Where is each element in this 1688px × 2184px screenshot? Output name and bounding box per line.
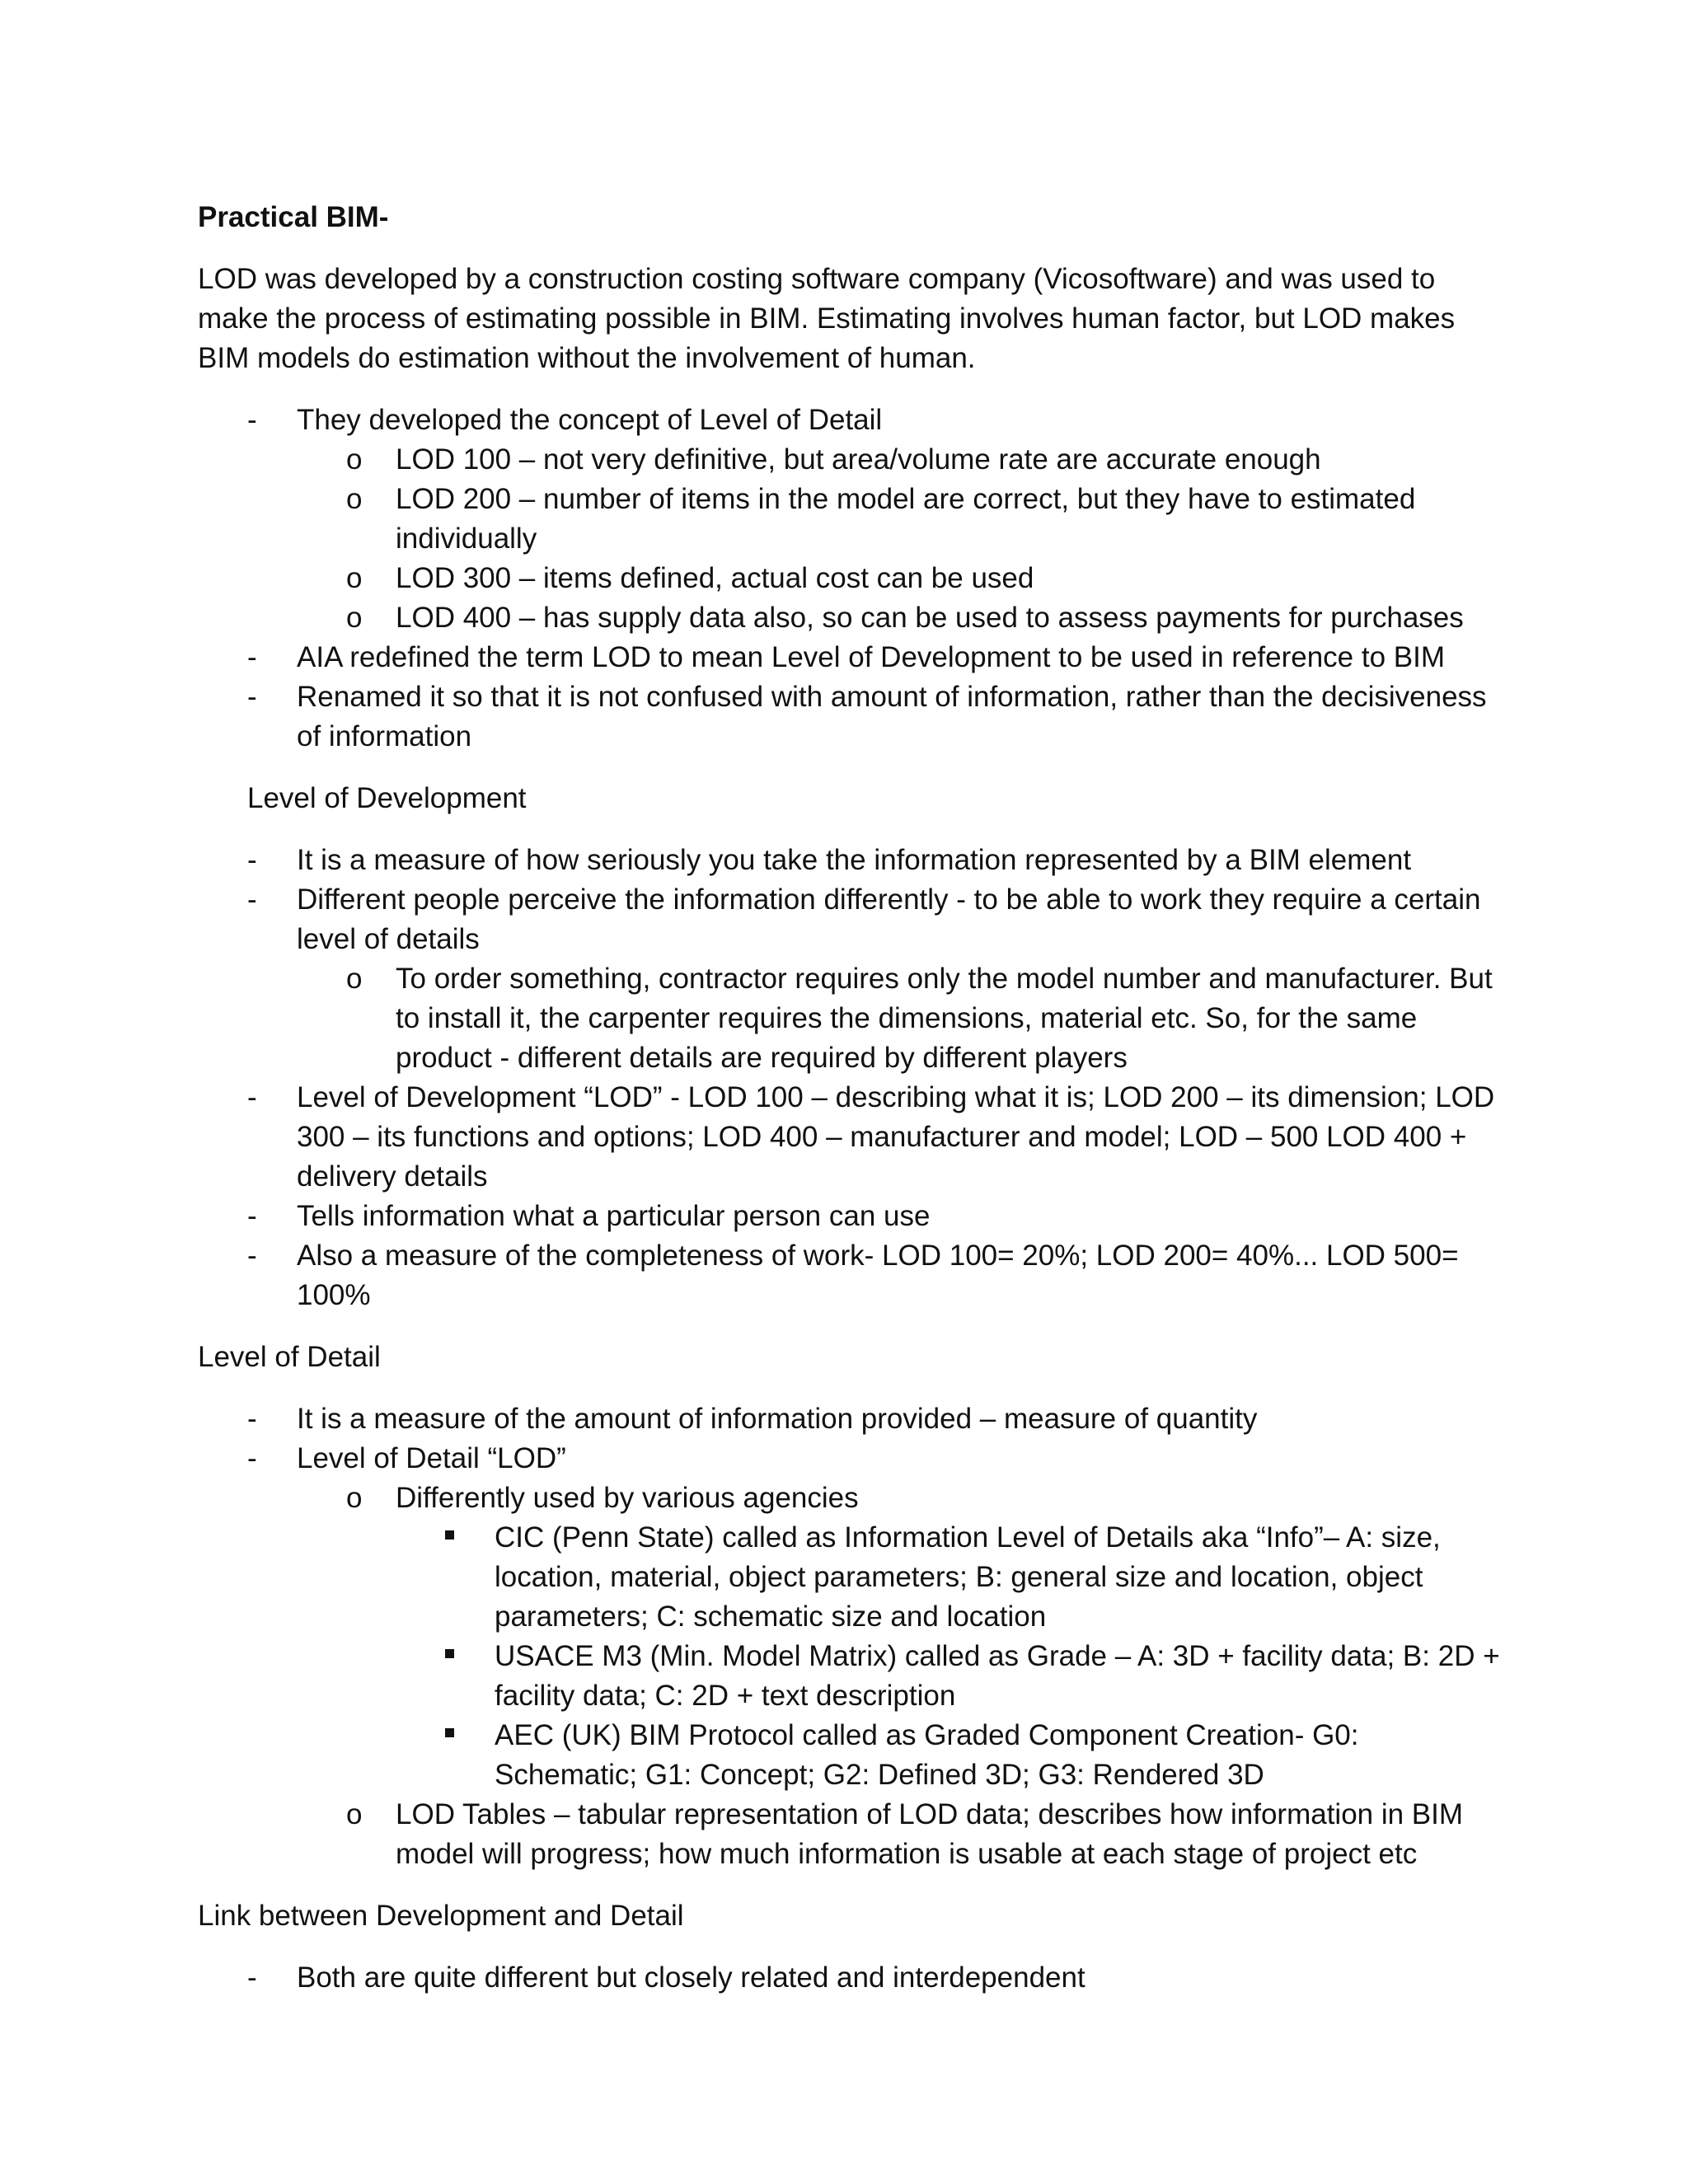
lod-origin-list	[198, 401, 1508, 757]
document-body	[198, 198, 1508, 2020]
circle-marker: o	[346, 483, 363, 515]
sub-list-item-text: LOD 400 – has supply data also, so can be used to assess payments for purchases	[396, 602, 1464, 634]
sub-list-item-text: LOD Tables – tabular representation of LOD data; describes how information in BIM model will progress; how much information is usable at each stage of project etc	[396, 1798, 1464, 1870]
list-item-text: Renamed it so that it is not confused with amount of information, rather than the decisiveness of information	[297, 681, 1487, 752]
intro-paragraph: LOD was developed by a construction costing software company (Vicosoftware) and was used to make the process of estimating possible in BIM. Estimating involves human factor, but LOD makes BIM models do estimation without the involvement of human.	[198, 263, 1456, 374]
list-item-text: Different people perceive the information differently - to be able to work they require a certain level of details	[297, 883, 1481, 955]
sub-list-item-text: LOD 100 – not very definitive, but area/volume rate are accurate enough	[396, 443, 1321, 476]
development-list	[198, 841, 1508, 1315]
agency-item-text: AEC (UK) BIM Protocol called as Graded Component Creation- G0: Schematic; G1: Concept; G2: Defined 3D; G3: Rendered 3D	[495, 1719, 1359, 1791]
dash-marker: -	[247, 1081, 257, 1113]
list-item	[198, 841, 1508, 880]
list-item	[198, 1197, 1508, 1236]
dash-marker: -	[247, 1442, 257, 1474]
circle-marker: o	[346, 1798, 363, 1830]
detail-sublist	[297, 1479, 1508, 1874]
sub-list-item	[297, 559, 1508, 598]
square-bullet-icon	[445, 1649, 454, 1658]
list-item-text: They developed the concept of Level of Detail	[297, 404, 883, 436]
sub-list-item-text: LOD 300 – items defined, actual cost can be used	[396, 562, 1034, 594]
dash-marker: -	[247, 844, 257, 876]
list-item-text: AIA redefined the term LOD to mean Level of Development to be used in reference to BIM	[297, 641, 1445, 673]
list-item-text: Tells information what a particular person can use	[297, 1200, 931, 1232]
dash-marker: -	[247, 1200, 257, 1232]
dash-marker: -	[247, 1961, 257, 1994]
circle-marker: o	[346, 1482, 363, 1514]
list-item-text: Both are quite different but closely related and interdependent	[297, 1961, 1085, 1994]
link-heading: Link between Development and Detail	[198, 1900, 684, 1932]
level-of-development-heading: Level of Development	[247, 782, 527, 814]
dash-marker: -	[247, 1403, 257, 1435]
agencies-list	[396, 1518, 1508, 1795]
document-title: Practical BIM-	[198, 201, 389, 233]
list-item	[198, 638, 1508, 677]
circle-marker: o	[346, 963, 363, 995]
sub-list-item	[297, 1479, 1508, 1795]
sub-list-item	[297, 959, 1508, 1078]
sub-list-item	[297, 440, 1508, 480]
circle-marker: o	[346, 602, 363, 634]
list-item-text: Level of Detail “LOD”	[297, 1442, 566, 1474]
dash-marker: -	[247, 641, 257, 673]
sub-list-item-text: LOD 200 – number of items in the model are correct, but they have to estimated individually	[396, 483, 1416, 555]
square-bullet-icon	[445, 1530, 454, 1540]
dash-marker: -	[247, 883, 257, 916]
list-item-text: It is a measure of how seriously you take the information represented by a BIM element	[297, 844, 1412, 876]
list-item	[198, 1439, 1508, 1874]
dash-marker: -	[247, 681, 257, 713]
circle-marker: o	[346, 562, 363, 594]
list-item	[198, 401, 1508, 638]
sub-list-item	[297, 1795, 1508, 1874]
sub-list-item-text: Differently used by various agencies	[396, 1482, 859, 1514]
lod-levels-sublist	[297, 440, 1508, 638]
agency-item-text: USACE M3 (Min. Model Matrix) called as Grade – A: 3D + facility data; B: 2D + facility data; C: 2D + text description	[495, 1640, 1500, 1712]
dash-marker: -	[247, 1240, 257, 1272]
list-item-text: Also a measure of the completeness of work- LOD 100= 20%; LOD 200= 40%... LOD 500= 100%	[297, 1240, 1459, 1311]
list-item-text: It is a measure of the amount of information provided – measure of quantity	[297, 1403, 1258, 1435]
list-item	[198, 677, 1508, 757]
list-item	[198, 880, 1508, 1078]
level-of-detail-heading: Level of Detail	[198, 1341, 381, 1373]
development-sublist	[297, 959, 1508, 1078]
detail-list	[198, 1399, 1508, 1874]
agency-item	[396, 1518, 1508, 1637]
circle-marker: o	[346, 443, 363, 476]
list-item	[198, 1236, 1508, 1315]
list-item-text: Level of Development “LOD” - LOD 100 – describing what it is; LOD 200 – its dimension; LOD 300 – its functions and options; LOD 400 – manufacturer and model; LOD – 500 LOD 400 + delivery details	[297, 1081, 1495, 1193]
list-item	[198, 1078, 1508, 1197]
agency-item-text: CIC (Penn State) called as Information Level of Details aka “Info”– A: size, location, material, object parameters; B: general size and location, object parameters; C: schematic size and location	[495, 1521, 1441, 1633]
sub-list-item	[297, 480, 1508, 559]
sub-list-item-text: To order something, contractor requires only the model number and manufacturer. But to install it, the carpenter requires the dimensions, material etc. So, for the same product - different details are required by different players	[396, 963, 1493, 1074]
link-list	[198, 1958, 1508, 1998]
dash-marker: -	[247, 404, 257, 436]
agency-item	[396, 1716, 1508, 1795]
square-bullet-icon	[445, 1728, 454, 1737]
sub-list-item	[297, 598, 1508, 638]
agency-item	[396, 1637, 1508, 1716]
list-item	[198, 1399, 1508, 1439]
list-item	[198, 1958, 1508, 1998]
